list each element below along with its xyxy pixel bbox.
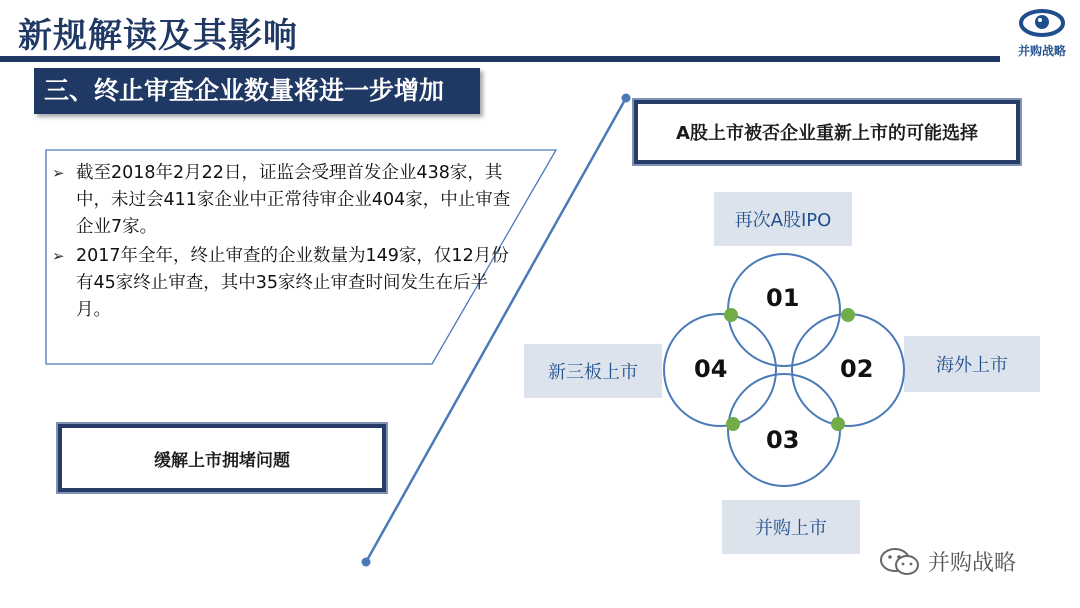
section-banner: 三、终止审查企业数量将进一步增加 (34, 68, 480, 114)
circle-number: 03 (766, 426, 800, 454)
bullet-text: 2017年全年，终止审查的企业数量为149家，仅12月份有45家终止审查，其中35家终止审查时间发生在后半月。 (76, 246, 509, 320)
arrow-bullet-icon: ➢ (52, 247, 65, 265)
bullet-text: 截至2018年2月22日，证监会受理首发企业438家，其中，未过会411家企业中正常待审企业404家，中止审查企业7家。 (76, 163, 511, 237)
arrow-bullet-icon: ➢ (52, 164, 65, 182)
option-label: 并购上市 (755, 518, 827, 539)
circle-number: 04 (694, 355, 728, 383)
watermark (878, 546, 1016, 577)
circle-number: 02 (840, 355, 874, 383)
wechat-icon (878, 547, 922, 577)
connector-dot (724, 308, 738, 322)
option-label: 新三板上市 (548, 362, 638, 383)
option-label: 海外上市 (936, 355, 1008, 376)
page-title: 新规解读及其影响 (18, 16, 298, 56)
options-title-label: A股上市被否企业重新上市的可能选择 (676, 123, 978, 144)
connector-dot (726, 417, 740, 431)
connector-dot (831, 417, 845, 431)
relief-box-label: 缓解上市拥堵问题 (154, 450, 290, 471)
watermark-text: 并购战略 (928, 551, 1017, 576)
connector-dot (841, 308, 855, 322)
option-label: 再次A股IPO (734, 210, 832, 231)
logo-text: 并购战略 (1017, 44, 1066, 58)
circle-number: 01 (766, 284, 800, 312)
